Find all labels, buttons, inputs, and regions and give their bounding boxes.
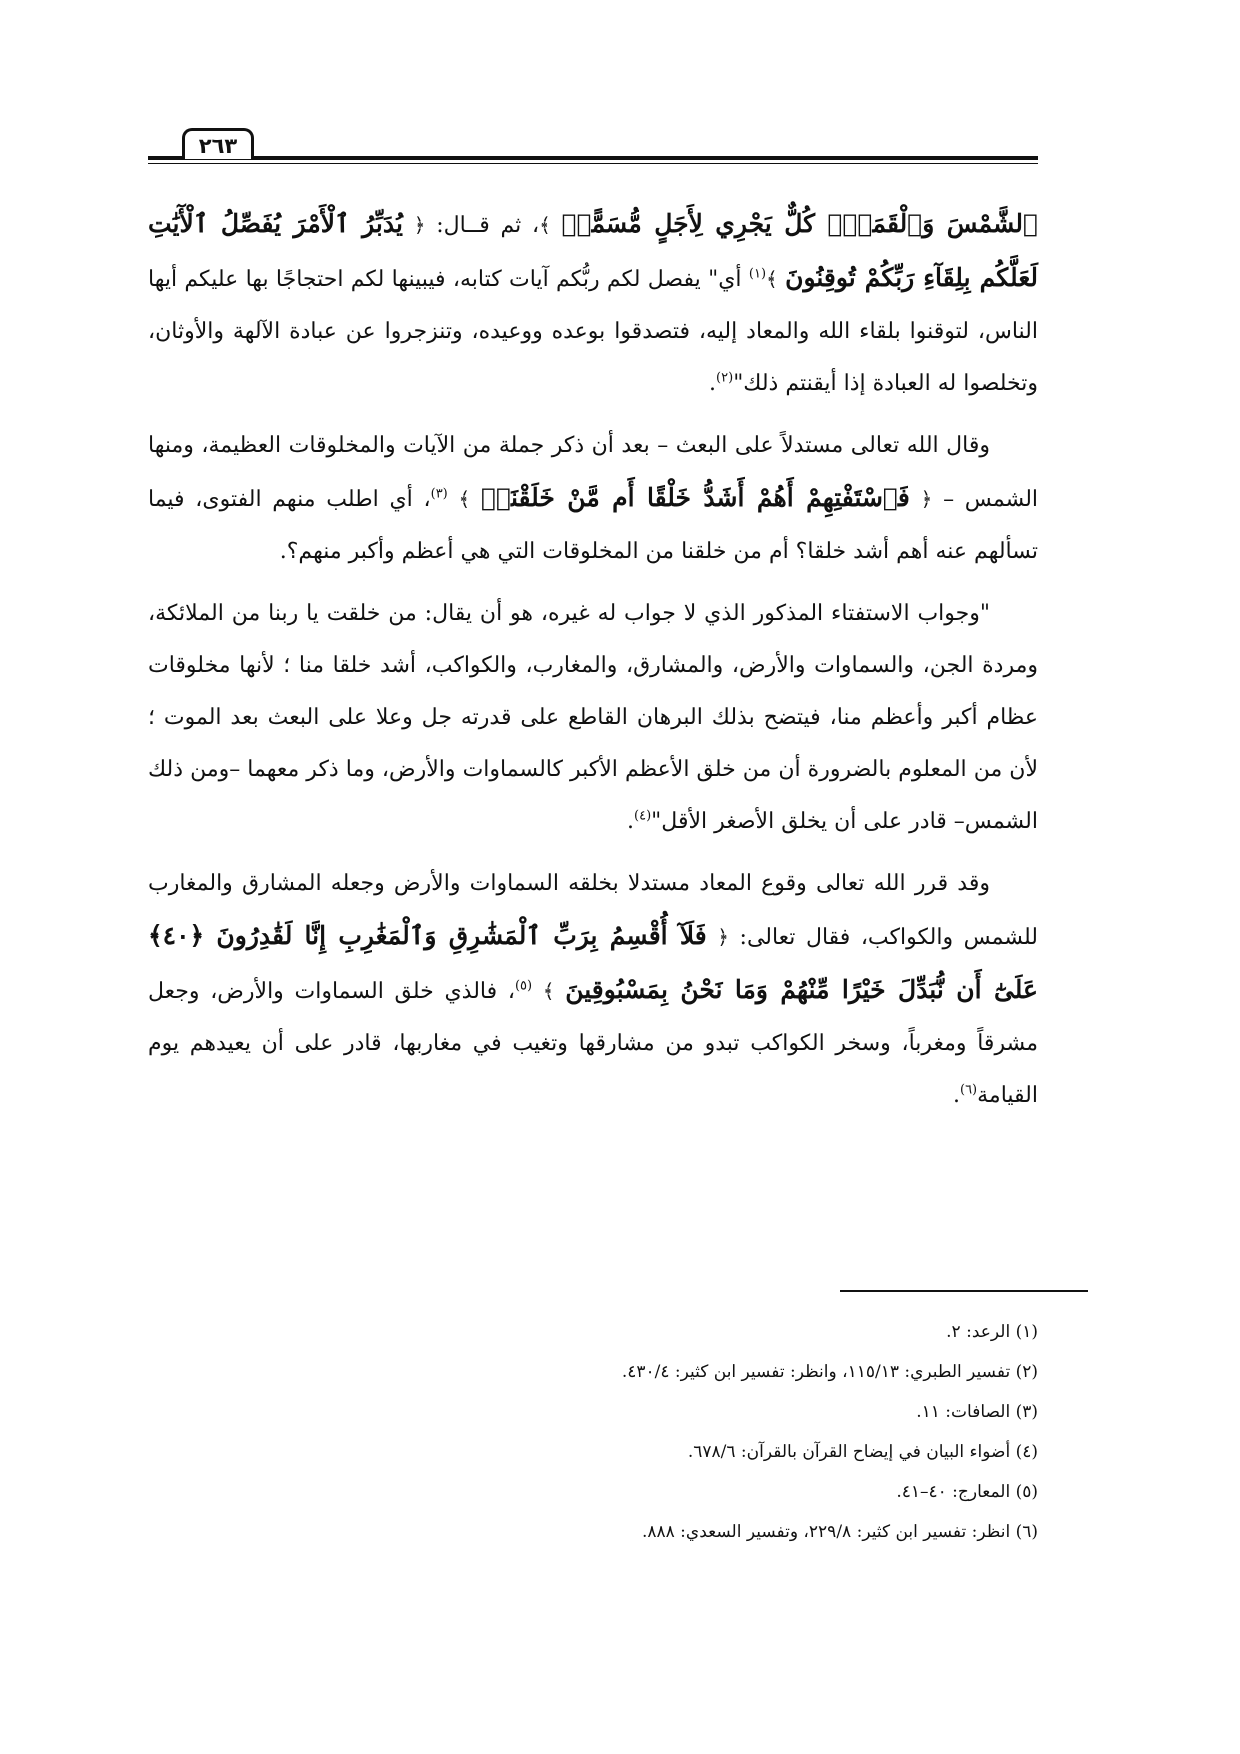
- paragraph-3: [148, 588, 1038, 848]
- paragraph-text: أي" يفصل لكم ربُّكم آيات كتابه، فيبينها لكم احتجاجًا بها عليكم أيها الناس، لتوقنوا بلقاء الله والمعاد إليه، فتصدقوا بوعده ووعيده، وتنزجروا عن عبادة الآلهة والأوثان، وتخلصوا له العبادة إذا أيقنتم ذلك": [148, 267, 1038, 396]
- ornament-close: ﴾: [766, 267, 778, 291]
- paragraph-4: [148, 858, 1038, 1122]
- footnote-ref: (٦): [959, 1082, 978, 1098]
- footnote-3: (٣) الصافات: ١١.: [916, 1402, 1038, 1422]
- quran-verse: يُدَبِّرُ ٱلْأَمْرَ يُفَصِّلُ ٱلْأٓيَٰتِ لَعَلَّكُم بِلِقَآءِ رَبِّكُمْ تُوقِنُونَ: [148, 209, 1038, 292]
- paragraph-end: .: [627, 809, 635, 834]
- ornament-open: ﴿: [413, 213, 426, 237]
- paragraph-2: [148, 420, 1038, 578]
- ornament-close: ﴾: [542, 979, 555, 1003]
- page-number: ٢٦٣: [182, 128, 254, 159]
- paragraph-text: ، أي اطلب منهم الفتوى، فيما تسألهم عنه أهم أشد خلقا؟ أم من خلقنا من المخلوقات التي هي أعظم وأكبر منهم؟.: [148, 487, 1038, 564]
- paragraph-1: [148, 198, 1038, 410]
- footnote-4: (٤) أضواء البيان في إيضاح القرآن بالقرآن: ٦٧٨/٦.: [687, 1442, 1038, 1462]
- paragraph-text: وقد قرر الله تعالى وقوع المعاد مستدلا بخلقه السماوات والأرض وجعله المشارق والمغارب للشمس والكواكب، فقال تعالى:: [148, 871, 1038, 950]
- paragraph-text: ، ثم قــال:: [436, 213, 540, 238]
- page-header: [148, 128, 1038, 168]
- paragraph-text: ، فالذي خلق السماوات والأرض، وجعل مشرقاً ومغرباً، وسخر الكواكب تبدو من مشارقها وتغيب في مغاربها، قادر على أن يعيدهم يوم القيامة: [148, 979, 1038, 1108]
- footnote-ref: (١): [748, 266, 767, 282]
- footnotes: [148, 1313, 1038, 1553]
- footnote-5: (٥) المعارج: ٤٠–٤١.: [896, 1482, 1038, 1502]
- quran-verse: ٱلشَّمْسَ وَٱلْقَمَرَۖ كُلٌّ يَجْرِي لِأَجَلٍ مُّسَمًّىۚ: [561, 209, 1039, 238]
- footnote-ref: (٣): [430, 486, 448, 502]
- footnote-2: (٢) تفسير الطبري: ١١٥/١٣، وانظر: تفسير ابن كثير: ٤٣٠/٤.: [621, 1362, 1038, 1382]
- main-text: [148, 198, 1038, 1132]
- quran-verse: فَلَآ أُقْسِمُ بِرَبِّ ٱلْمَشَٰرِقِ وَٱلْمَغَٰرِبِ إِنَّا لَقَٰدِرُونَ ﴿٤٠﴾ عَلَىٰٓ أَن نُّبَدِّلَ خَيْرًا مِّنْهُمْ وَمَا نَحْنُ بِمَسْبُوقِينَ: [148, 921, 1038, 1004]
- ornament-open: ﴿: [717, 925, 729, 949]
- paragraph-end: .: [952, 1083, 960, 1108]
- paragraph-text: وقال الله تعالى مستدلاً على البعث – بعد أن ذكر جملة من الآيات والمخلوقات العظيمة، ومنها الشمس –: [148, 433, 1039, 512]
- footnote-6: (٦) انظر: تفسير ابن كثير: ٢٢٩/٨، وتفسير السعدي: ٨٨٨.: [641, 1522, 1038, 1542]
- paragraph-end: .: [709, 371, 717, 396]
- ornament-close: ﴾: [458, 487, 471, 511]
- quran-verse: فَٱسْتَفْتِهِمْ أَهُمْ أَشَدُّ خَلْقًا أَم مَّنْ خَلَقْنَآۚ: [480, 483, 910, 512]
- header-rule-thin: [148, 163, 1038, 164]
- footnote-ref: (٤): [634, 808, 652, 824]
- header-rule: [148, 156, 1038, 160]
- paragraph-text: "وجواب الاستفتاء المذكور الذي لا جواب له غيره، هو أن يقال: من خلقت يا ربنا من الملائكة، ومردة الجن، والسماوات والأرض، والمشارق، والمغارب، والكواكب، أشد خلقا منا ؛ لأنها مخلوقات عظام أكبر وأعظم منا، فيتضح بذلك البرهان القاطع على قدرته جل وعلا على البعث بعد الموت ؛ لأن من المعلوم بالضرورة أن من خلق الأعظم الأكبر كالسماوات والأرض، وما ذكر معهما –ومن ذلك الشمس– قادر على أن يخلق الأصغر الأقل": [148, 601, 1038, 834]
- footnote-ref: (٢): [716, 370, 734, 386]
- ornament-open: ﴿: [920, 487, 933, 511]
- footnote-separator: [840, 1290, 1088, 1292]
- footnote-1: (١) الرعد: ٢.: [946, 1322, 1038, 1342]
- footnote-ref: (٥): [514, 978, 533, 994]
- ornament-close: ﴾: [539, 213, 551, 237]
